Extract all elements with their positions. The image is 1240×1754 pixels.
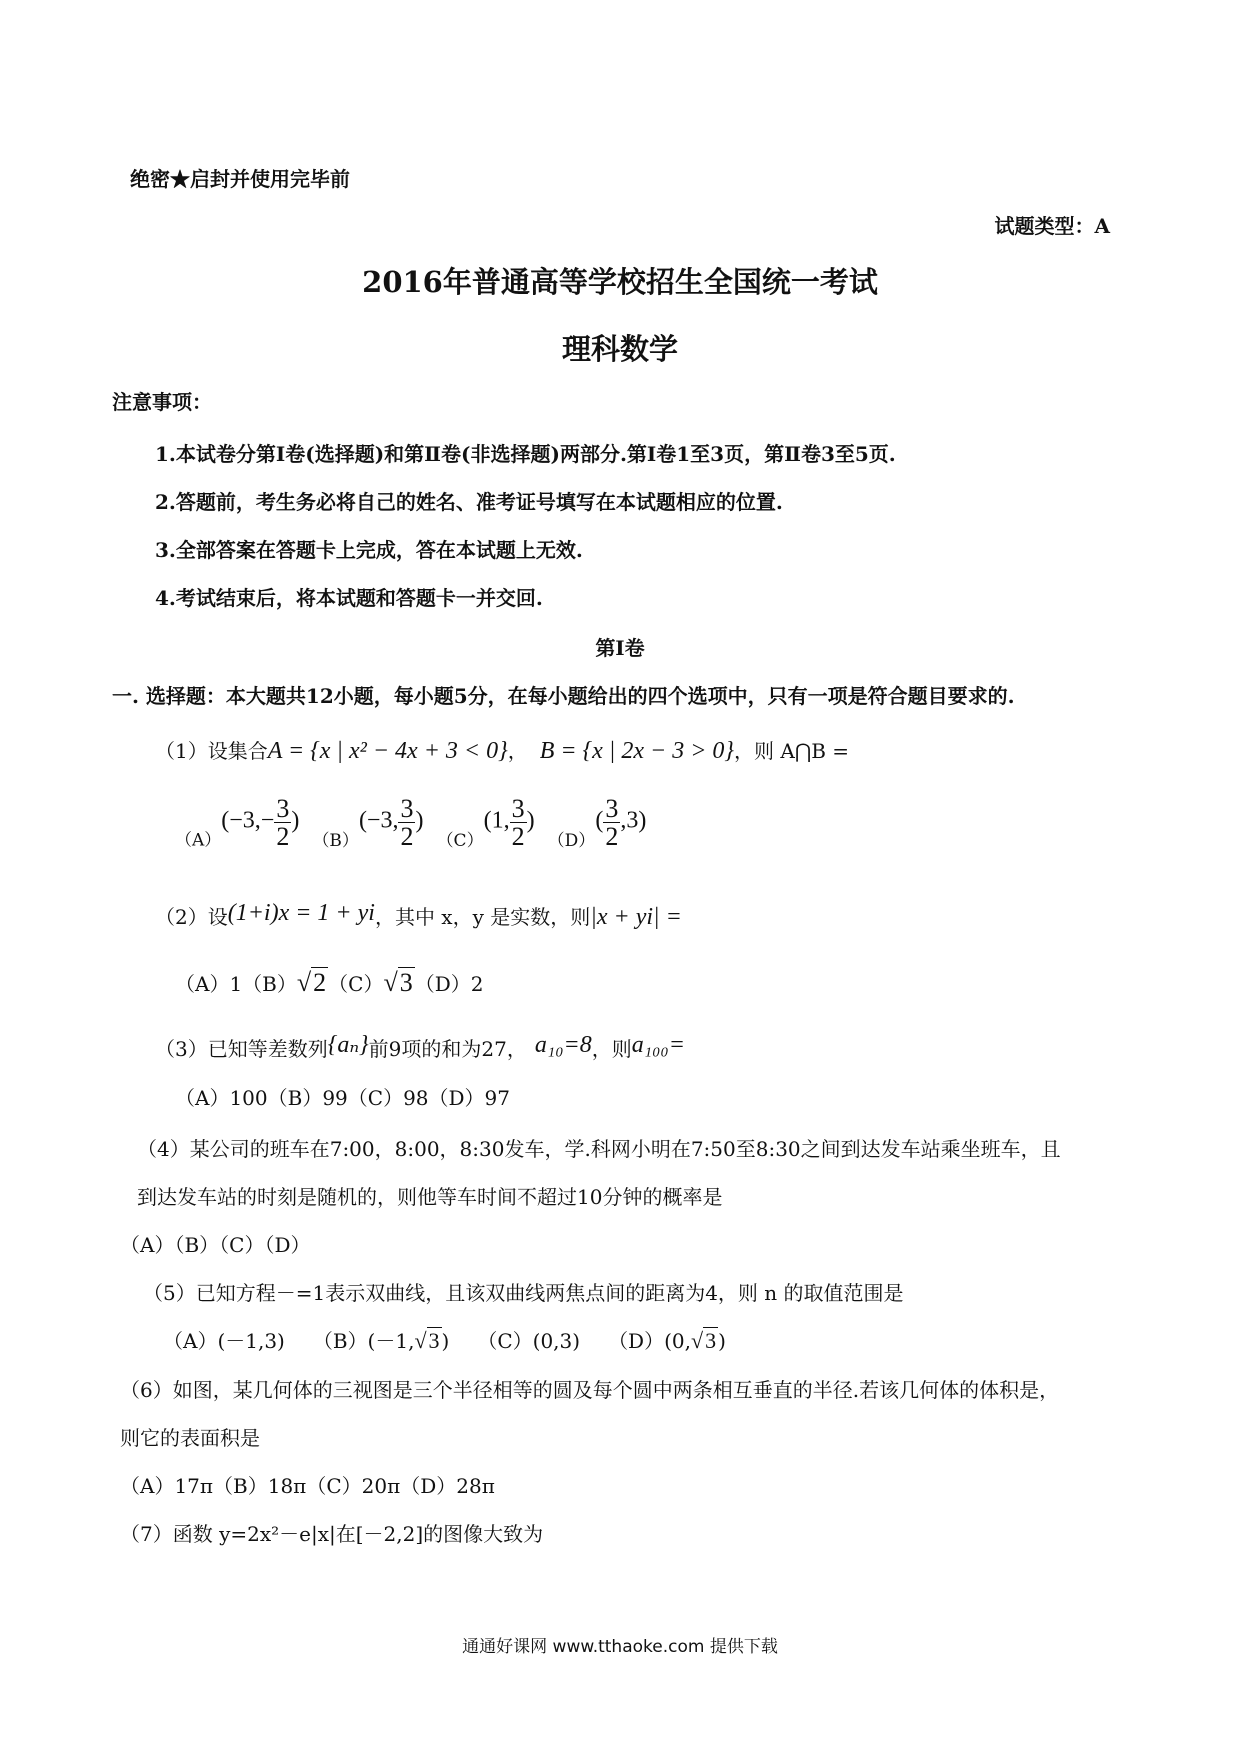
- q2-modulus: |x + yi| =: [590, 904, 682, 930]
- q1-option-d-label: （D）: [547, 830, 596, 851]
- fraction-numerator: 3: [276, 794, 290, 823]
- question-1-options: [175, 795, 646, 851]
- q1-option-d-pre: (: [595, 807, 604, 834]
- q1-option-c-post: ): [526, 807, 535, 834]
- section-heading: 一. 选择题：本大题共12小题，每小题5分，在每小题给出的四个选项中，只有一项是符合题目要求的.: [112, 684, 1015, 708]
- q5-option-d-pre: （D）(0,: [608, 1329, 691, 1353]
- question-6-line-1: （6）如图，某几何体的三视图是三个半径相等的圆及每个圆中两条相互垂直的半径.若该几何体的体积是，: [120, 1378, 1060, 1402]
- fraction-denominator: 2: [511, 822, 525, 852]
- fraction-numerator: 3: [511, 794, 525, 823]
- q1-option-a-post: ): [291, 807, 300, 834]
- q1-option-a-pre: (−3,−: [221, 807, 275, 834]
- question-6-line-2: 则它的表面积是: [120, 1426, 260, 1450]
- q1-set-a: A = {x | x² − 4x + 3 < 0}: [267, 738, 508, 764]
- question-4-line-2: 到达发车站的时刻是随机的，则他等车时间不超过10分钟的概率是: [137, 1185, 723, 1209]
- q5-option-b-post: ): [441, 1329, 450, 1353]
- q1-option-c-pre: (1,: [483, 807, 510, 834]
- radicand: 2: [313, 968, 327, 997]
- page-footer: 通通好课网 www.tthaoke.com 提供下载: [462, 1637, 778, 1657]
- fraction-denominator: 2: [400, 822, 414, 852]
- q3-mid: 前9项的和为27，: [368, 1037, 527, 1061]
- q5-option-d-post: ): [718, 1329, 726, 1353]
- q5-option-d-root: √3: [690, 1328, 717, 1353]
- q1-option-b-label: （B）: [312, 830, 359, 851]
- q2-equation: (1+i)x = 1 + yi: [227, 900, 375, 926]
- q3-tail: ，则: [591, 1037, 632, 1061]
- notice-item-2: 2.答题前，考生务必将自己的姓名、准考证号填写在本试题相应的位置.: [155, 490, 783, 514]
- q1-option-b-post: ): [415, 807, 424, 834]
- question-7-stem: （7）函数 y=2x²－e|x|在[－2,2]的图像大致为: [120, 1522, 544, 1546]
- q1-option-c-fraction: [510, 795, 527, 851]
- q3-a100: a₁₀₀=: [631, 1032, 685, 1058]
- q5-option-a: （A）(－1,3): [163, 1329, 285, 1353]
- q5-option-b-root: √3: [414, 1328, 440, 1353]
- q1-option-a-label: （A）: [175, 830, 222, 851]
- question-2-options: [175, 968, 484, 998]
- q2-option-a: （A）1（B）: [175, 972, 297, 996]
- q2-option-b-root: √2: [296, 968, 327, 997]
- question-1-stem: [155, 735, 849, 765]
- radicand: 3: [428, 1328, 440, 1353]
- paper-type: 试题类型：A: [994, 214, 1110, 238]
- radicand: 3: [705, 1328, 717, 1353]
- question-5-options: [163, 1325, 726, 1354]
- notice-item-3: 3.全部答案在答题卡上完成，答在本试题上无效.: [155, 538, 583, 562]
- q2-option-c-root: √3: [383, 968, 413, 997]
- page-title: 2016年普通高等学校招生全国统一考试: [362, 265, 878, 299]
- q1-option-d-post: ,3): [620, 807, 647, 834]
- q1-sep: ，: [507, 739, 528, 763]
- q1-tail: ，则 A⋂B =: [734, 739, 850, 763]
- fraction-numerator: 3: [605, 794, 619, 823]
- q3-a10: a₁₀=8: [534, 1032, 592, 1058]
- q3-lead: （3）已知等差数列: [155, 1037, 328, 1061]
- question-5-stem: （5）已知方程－=1表示双曲线，且该双曲线两焦点间的距离为4，则 n 的取值范围是: [143, 1281, 904, 1305]
- question-4-line-1: （4）某公司的班车在7:00，8:00，8:30发车，学.科网小明在7:50至8:30之间到达发车站乘坐班车，且: [137, 1137, 1061, 1161]
- q2-mid: ，其中 x，y 是实数，则: [374, 905, 591, 929]
- page-subtitle: 理科数学: [561, 332, 678, 366]
- volume-heading: 第Ⅰ卷: [595, 636, 645, 660]
- question-3-options: （A）100（B）99（C）98（D）97: [175, 1086, 510, 1110]
- notice-item-1: 1.本试卷分第Ⅰ卷(选择题)和第Ⅱ卷(非选择题)两部分.第Ⅰ卷1至3页，第Ⅱ卷3至5页.: [155, 442, 896, 466]
- q1-option-c-label: （C）: [436, 830, 484, 851]
- q5-option-c: （C）(0,3): [477, 1329, 581, 1353]
- question-2-stem: [155, 900, 682, 931]
- q2-lead: （2）设: [155, 905, 228, 929]
- radicand: 3: [399, 968, 413, 997]
- fraction-denominator: 2: [276, 822, 290, 852]
- q5-option-b-pre: （B）(－1,: [312, 1329, 415, 1353]
- fraction-numerator: 3: [400, 794, 414, 823]
- q1-lead: （1）设集合: [155, 739, 268, 763]
- q1-option-b-fraction: [398, 795, 415, 851]
- q1-option-a-fraction: [274, 795, 291, 851]
- question-3-stem: [155, 1030, 685, 1062]
- q2-option-d: （D）2: [414, 972, 484, 996]
- q1-option-d-fraction: [603, 795, 620, 851]
- confidential-label: 绝密★启封并使用完毕前: [130, 167, 350, 191]
- fraction-denominator: 2: [605, 822, 619, 852]
- q1-set-b: B = {x | 2x − 3 > 0}: [539, 738, 735, 764]
- question-4-options: （A）（B）（C）（D）: [120, 1233, 311, 1257]
- q3-sequence: {aₙ}: [327, 1032, 369, 1058]
- question-6-options: （A）17π（B）18π（C）20π（D）28π: [120, 1474, 495, 1498]
- notice-heading: 注意事项：: [112, 390, 212, 414]
- q1-option-b-pre: (−3,: [358, 807, 399, 834]
- q2-option-c-label: （C）: [328, 972, 384, 996]
- notice-item-4: 4.考试结束后，将本试题和答题卡一并交回.: [155, 586, 543, 610]
